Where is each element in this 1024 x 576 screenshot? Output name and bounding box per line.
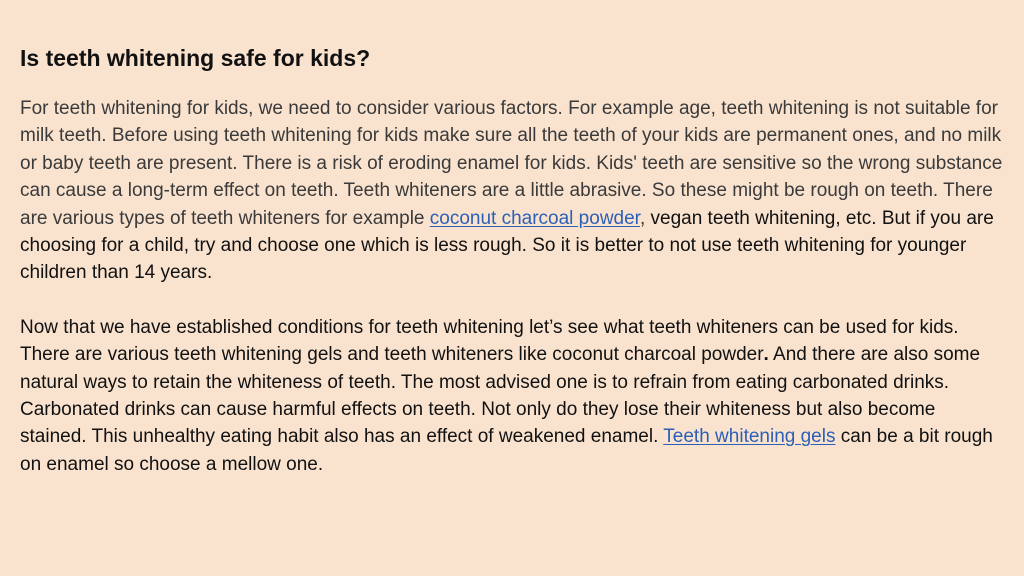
paragraph-2-bold-period: . — [763, 344, 769, 366]
paragraph-1 — [20, 95, 1004, 287]
paragraph-2 — [20, 314, 1004, 478]
paragraph-1-text-end: vegan teeth whitening, etc. But if you are choosing for a child, try and choose one which is less rough. So it is better to not use teeth whitening for younger children than 14 years. — [20, 207, 994, 284]
teeth-whitening-gels-link[interactable]: Teeth whitening gels — [663, 426, 836, 448]
coconut-charcoal-powder-link[interactable]: coconut charcoal powder — [429, 207, 640, 229]
paragraph-2-text: Now that we have established conditions for teeth whitening let’s see what teeth whiteners can be used for kids. There are various teeth whitening gels and teeth whiteners like coconut charcoal powder — [20, 316, 959, 366]
paragraph-1-text: For teeth whitening for kids, we need to consider various factors. For example age, teeth whitening is not suitable for milk teeth. Before using teeth whitening for kids make sure all the teeth of your kids are permanent ones, and no milk or baby teeth are present. There is a risk of eroding enamel for kids. Kids' teeth are sensitive so the wrong substance can cause a long-term effect on teeth. Teeth whiteners are a little abrasive. So these might be rough on teeth. There are various types of teeth whiteners for example — [20, 98, 1003, 229]
paragraph-1-comma: , — [639, 207, 646, 229]
paragraph-2-text-middle: And there are also some natural ways to retain the whiteness of teeth. The most advised one is to refrain from eating carbonated drinks. Carbonated drinks can cause harmful effects on teeth. Not only do they lose their whiteness but also become stained. This unhealthy eating habit also has an effect of weakened enamel. — [20, 344, 981, 448]
paragraph-2-text-end: can be a bit rough on enamel so choose a mellow one. — [20, 426, 993, 475]
page-title: Is teeth whitening safe for kids? — [20, 45, 371, 71]
